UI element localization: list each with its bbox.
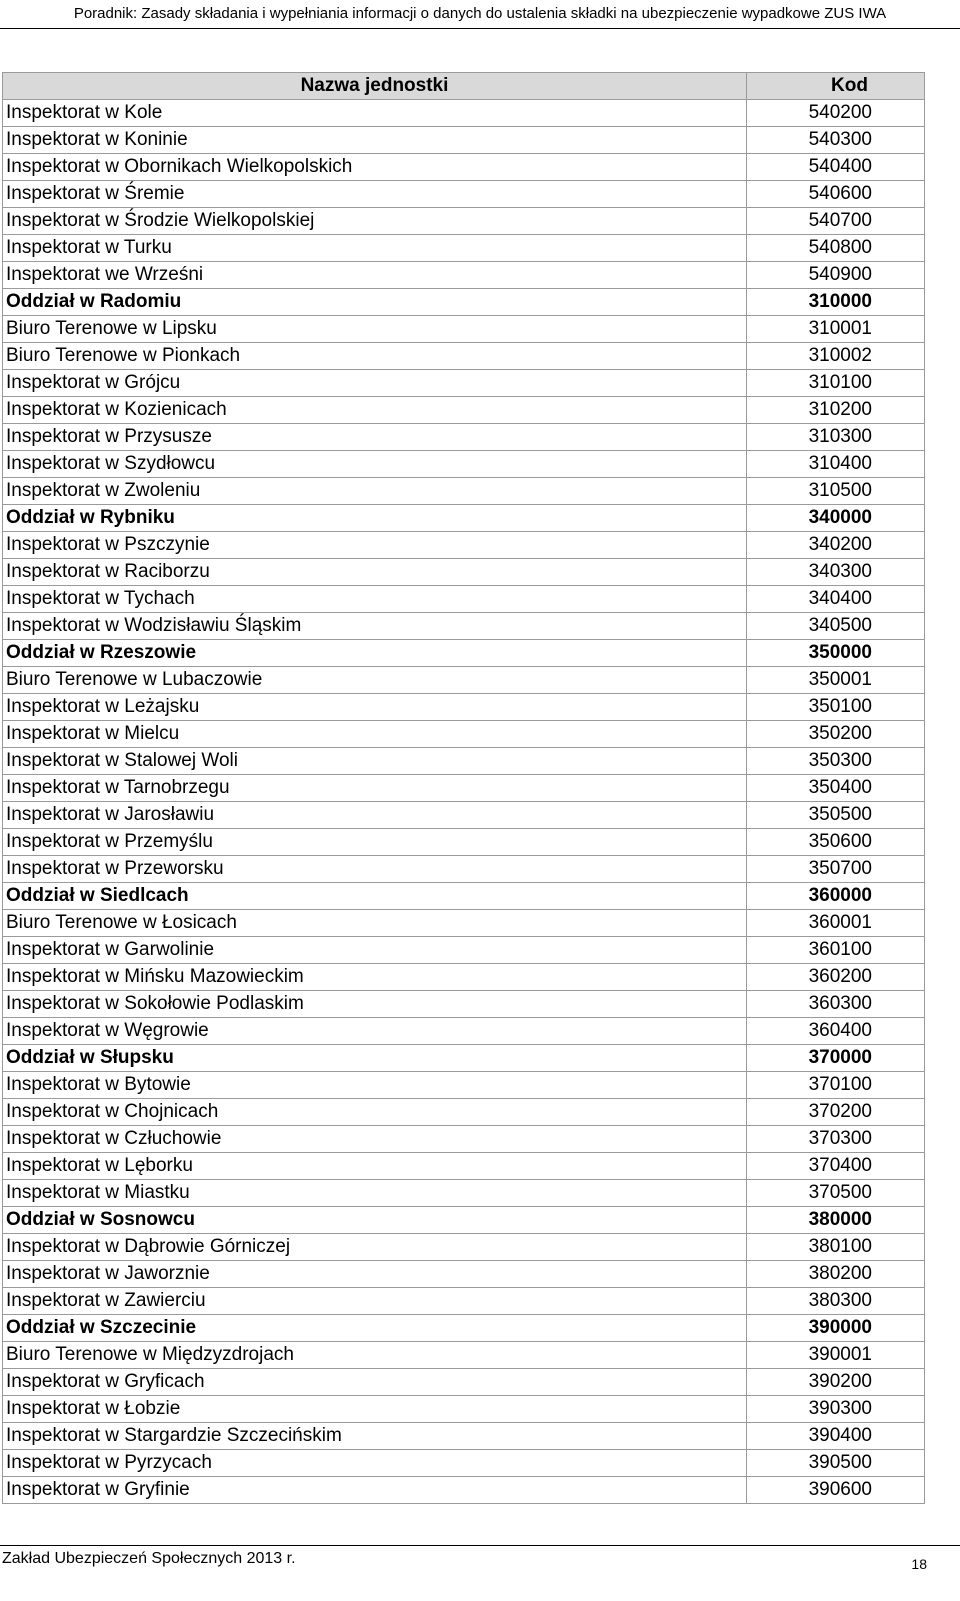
unit-code-cell: 340200 (747, 532, 925, 559)
table-row (3, 262, 925, 289)
unit-code-cell: 390400 (747, 1423, 925, 1450)
table-row (3, 316, 925, 343)
table-row (3, 1207, 925, 1234)
unit-code-cell: 350700 (747, 856, 925, 883)
table-row (3, 748, 925, 775)
unit-name-cell: Inspektorat w Tychach (3, 586, 747, 613)
table-row (3, 1450, 925, 1477)
unit-name-cell: Inspektorat w Turku (3, 235, 747, 262)
table-header-row (3, 73, 925, 100)
table-row (3, 1234, 925, 1261)
unit-code-cell: 340000 (747, 505, 925, 532)
table-row (3, 1288, 925, 1315)
unit-name-cell: Inspektorat w Miastku (3, 1180, 747, 1207)
unit-code-cell: 390200 (747, 1369, 925, 1396)
unit-name-cell: Inspektorat w Stargardzie Szczecińskim (3, 1423, 747, 1450)
unit-code-cell: 540700 (747, 208, 925, 235)
table-row (3, 775, 925, 802)
table-row (3, 370, 925, 397)
table-row (3, 559, 925, 586)
unit-code-cell: 340400 (747, 586, 925, 613)
unit-code-cell: 360000 (747, 883, 925, 910)
unit-name-cell: Inspektorat w Jaworznie (3, 1261, 747, 1288)
table-row (3, 478, 925, 505)
unit-name-cell: Inspektorat w Przysusze (3, 424, 747, 451)
unit-code-cell: 390600 (747, 1477, 925, 1504)
column-header-code: Kod (747, 73, 925, 100)
unit-name-cell: Inspektorat w Pyrzycach (3, 1450, 747, 1477)
unit-name-cell: Inspektorat w Szydłowcu (3, 451, 747, 478)
table-row (3, 154, 925, 181)
unit-name-cell: Biuro Terenowe w Pionkach (3, 343, 747, 370)
unit-name-cell: Inspektorat w Zawierciu (3, 1288, 747, 1315)
unit-code-cell: 380300 (747, 1288, 925, 1315)
unit-code-cell: 390500 (747, 1450, 925, 1477)
unit-name-cell: Inspektorat w Mielcu (3, 721, 747, 748)
unit-name-cell: Inspektorat w Pszczynie (3, 532, 747, 559)
unit-name-cell: Inspektorat w Łobzie (3, 1396, 747, 1423)
unit-name-cell: Inspektorat w Lęborku (3, 1153, 747, 1180)
footer-organization: Zakład Ubezpieczeń Społecznych 2013 r. (2, 1550, 296, 1567)
unit-code-cell: 340300 (747, 559, 925, 586)
unit-code-cell: 540800 (747, 235, 925, 262)
table-row (3, 694, 925, 721)
table-row (3, 721, 925, 748)
table-row (3, 1153, 925, 1180)
unit-code-cell: 390000 (747, 1315, 925, 1342)
table-row (3, 1261, 925, 1288)
unit-code-cell: 360400 (747, 1018, 925, 1045)
table-row (3, 1315, 925, 1342)
table-row (3, 451, 925, 478)
page-header-title: Poradnik: Zasady składania i wypełniania informacji o danych do ustalenia składki na ubezpieczenie wypadkowe ZUS IWA (73, 5, 887, 22)
unit-code-cell: 310000 (747, 289, 925, 316)
unit-code-cell: 370300 (747, 1126, 925, 1153)
unit-code-cell: 540200 (747, 100, 925, 127)
unit-code-cell: 370000 (747, 1045, 925, 1072)
page-header (0, 0, 960, 29)
table-row (3, 937, 925, 964)
table-row (3, 1018, 925, 1045)
unit-name-cell: Inspektorat w Zwoleniu (3, 478, 747, 505)
unit-name-cell: Biuro Terenowe w Lubaczowie (3, 667, 747, 694)
unit-code-cell: 380000 (747, 1207, 925, 1234)
table-row (3, 640, 925, 667)
table-row (3, 127, 925, 154)
unit-name-cell: Inspektorat w Dąbrowie Górniczej (3, 1234, 747, 1261)
table-row (3, 1423, 925, 1450)
unit-name-cell: Oddział w Sosnowcu (3, 1207, 747, 1234)
table-row (3, 964, 925, 991)
unit-name-cell: Oddział w Szczecinie (3, 1315, 747, 1342)
table-row (3, 586, 925, 613)
unit-name-cell: Inspektorat w Garwolinie (3, 937, 747, 964)
unit-name-cell: Inspektorat w Gryfinie (3, 1477, 747, 1504)
unit-code-cell: 310400 (747, 451, 925, 478)
table-row (3, 883, 925, 910)
unit-name-cell: Inspektorat w Przemyślu (3, 829, 747, 856)
unit-name-cell: Biuro Terenowe w Lipsku (3, 316, 747, 343)
table-row (3, 208, 925, 235)
page-number: 18 (911, 1556, 927, 1572)
unit-code-cell: 350200 (747, 721, 925, 748)
table-row (3, 505, 925, 532)
unit-code-cell: 350600 (747, 829, 925, 856)
unit-code-cell: 370400 (747, 1153, 925, 1180)
table-row (3, 1396, 925, 1423)
units-table (2, 72, 925, 1504)
unit-code-cell: 350001 (747, 667, 925, 694)
unit-name-cell: Inspektorat w Stalowej Woli (3, 748, 747, 775)
table-row (3, 100, 925, 127)
unit-name-cell: Oddział w Rybniku (3, 505, 747, 532)
unit-name-cell: Inspektorat w Leżajsku (3, 694, 747, 721)
unit-code-cell: 370100 (747, 1072, 925, 1099)
unit-code-cell: 310300 (747, 424, 925, 451)
table-row (3, 235, 925, 262)
table-row (3, 1045, 925, 1072)
unit-name-cell: Inspektorat w Środzie Wielkopolskiej (3, 208, 747, 235)
unit-name-cell: Inspektorat w Kole (3, 100, 747, 127)
page-footer (0, 1545, 960, 1576)
unit-code-cell: 350500 (747, 802, 925, 829)
table-row (3, 802, 925, 829)
table-row (3, 1477, 925, 1504)
unit-code-cell: 390300 (747, 1396, 925, 1423)
unit-name-cell: Inspektorat w Bytowie (3, 1072, 747, 1099)
unit-code-cell: 380100 (747, 1234, 925, 1261)
unit-name-cell: Inspektorat w Przeworsku (3, 856, 747, 883)
table-row (3, 856, 925, 883)
column-header-name: Nazwa jednostki (3, 73, 747, 100)
table-row (3, 1369, 925, 1396)
unit-name-cell: Biuro Terenowe w Łosicach (3, 910, 747, 937)
unit-name-cell: Oddział w Siedlcach (3, 883, 747, 910)
unit-code-cell: 540600 (747, 181, 925, 208)
table-row (3, 397, 925, 424)
unit-code-cell: 380200 (747, 1261, 925, 1288)
unit-code-cell: 360001 (747, 910, 925, 937)
table-row (3, 1099, 925, 1126)
table-row (3, 829, 925, 856)
unit-code-cell: 310001 (747, 316, 925, 343)
unit-name-cell: Inspektorat w Kozienicach (3, 397, 747, 424)
units-table-container (2, 72, 924, 1504)
unit-name-cell: Inspektorat w Sokołowie Podlaskim (3, 991, 747, 1018)
unit-name-cell: Inspektorat w Węgrowie (3, 1018, 747, 1045)
unit-name-cell: Inspektorat w Gryficach (3, 1369, 747, 1396)
table-row (3, 181, 925, 208)
table-body (3, 100, 925, 1504)
unit-code-cell: 360100 (747, 937, 925, 964)
table-row (3, 613, 925, 640)
unit-name-cell: Oddział w Radomiu (3, 289, 747, 316)
unit-name-cell: Inspektorat w Człuchowie (3, 1126, 747, 1153)
unit-name-cell: Inspektorat w Obornikach Wielkopolskich (3, 154, 747, 181)
table-row (3, 424, 925, 451)
unit-code-cell: 350000 (747, 640, 925, 667)
unit-name-cell: Inspektorat we Wrześni (3, 262, 747, 289)
unit-name-cell: Inspektorat w Koninie (3, 127, 747, 154)
unit-code-cell: 360200 (747, 964, 925, 991)
unit-name-cell: Oddział w Słupsku (3, 1045, 747, 1072)
unit-code-cell: 390001 (747, 1342, 925, 1369)
table-row (3, 1126, 925, 1153)
unit-code-cell: 350400 (747, 775, 925, 802)
unit-name-cell: Inspektorat w Tarnobrzegu (3, 775, 747, 802)
unit-name-cell: Biuro Terenowe w Międzyzdrojach (3, 1342, 747, 1369)
table-row (3, 289, 925, 316)
unit-code-cell: 310100 (747, 370, 925, 397)
table-row (3, 991, 925, 1018)
table-row (3, 343, 925, 370)
table-row (3, 532, 925, 559)
unit-code-cell: 360300 (747, 991, 925, 1018)
table-row (3, 1342, 925, 1369)
unit-code-cell: 340500 (747, 613, 925, 640)
unit-name-cell: Inspektorat w Jarosławiu (3, 802, 747, 829)
table-row (3, 910, 925, 937)
unit-code-cell: 370500 (747, 1180, 925, 1207)
table-row (3, 667, 925, 694)
unit-name-cell: Inspektorat w Mińsku Mazowieckim (3, 964, 747, 991)
unit-code-cell: 310002 (747, 343, 925, 370)
unit-name-cell: Oddział w Rzeszowie (3, 640, 747, 667)
unit-name-cell: Inspektorat w Śremie (3, 181, 747, 208)
unit-name-cell: Inspektorat w Chojnicach (3, 1099, 747, 1126)
unit-code-cell: 350300 (747, 748, 925, 775)
unit-code-cell: 540300 (747, 127, 925, 154)
unit-name-cell: Inspektorat w Raciborzu (3, 559, 747, 586)
table-row (3, 1180, 925, 1207)
unit-code-cell: 310200 (747, 397, 925, 424)
unit-code-cell: 370200 (747, 1099, 925, 1126)
unit-code-cell: 310500 (747, 478, 925, 505)
unit-code-cell: 540900 (747, 262, 925, 289)
unit-code-cell: 540400 (747, 154, 925, 181)
table-row (3, 1072, 925, 1099)
unit-name-cell: Inspektorat w Wodzisławiu Śląskim (3, 613, 747, 640)
unit-code-cell: 350100 (747, 694, 925, 721)
unit-name-cell: Inspektorat w Grójcu (3, 370, 747, 397)
